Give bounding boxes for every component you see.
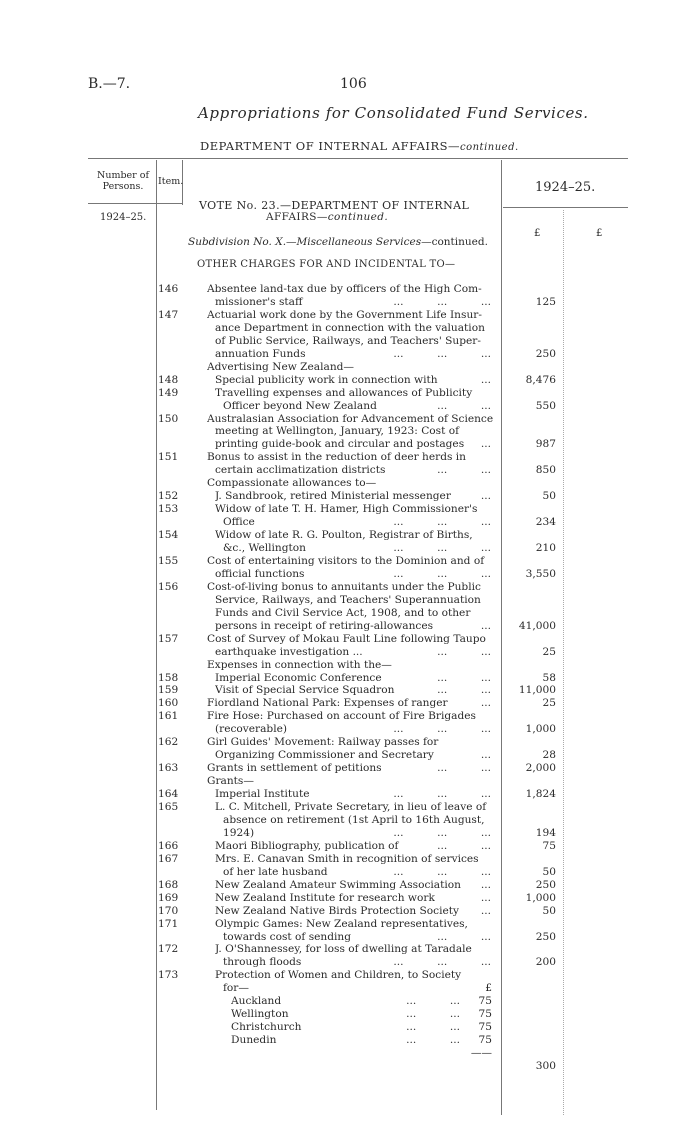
item-number: 150	[158, 412, 179, 425]
item-description: Australasian Association for Advancement of Science	[207, 412, 494, 425]
item-description: annuation Funds	[215, 347, 306, 360]
item-description: Cost of entertaining visitors to the Dominion and of	[207, 554, 485, 567]
table-row	[0, 659, 700, 672]
item-number: 160	[158, 697, 179, 710]
item-description: Grants—	[207, 775, 254, 788]
table-row	[0, 697, 700, 710]
table-row	[0, 762, 700, 775]
item-number: 152	[158, 490, 179, 503]
item-description: J. Sandbrook, retired Ministerial messenger	[215, 490, 451, 503]
item-description: Maori Bibliography, publication of	[215, 839, 399, 852]
table-row	[0, 425, 700, 438]
sub-amount: 75	[478, 995, 492, 1008]
item-description: J. O'Shannessey, for loss of dwelling at Taradale	[215, 943, 472, 956]
item-description: through floods	[223, 956, 302, 969]
subdivision-continued: continued.	[431, 236, 488, 248]
item-description: absence on retirement (1st April to 16th August,	[223, 813, 485, 826]
year-rule-right	[503, 207, 628, 208]
item-number: 149	[158, 386, 179, 399]
leader-dots: ... ... ...	[393, 723, 491, 736]
item-description: Compassionate allowances to—	[207, 477, 377, 490]
table-row	[0, 464, 700, 477]
item-description: Dunedin	[231, 1034, 277, 1047]
amount: 1,000	[525, 723, 556, 736]
table-row	[0, 438, 700, 451]
leader-dots: ...	[480, 619, 491, 632]
leader-dots: ...	[480, 749, 491, 762]
leader-dots: ...	[480, 904, 491, 917]
table-row	[0, 451, 700, 464]
item-number: 172	[158, 943, 179, 956]
item-description: Office	[223, 516, 255, 529]
table-row	[0, 801, 700, 814]
item-description: Olympic Games: New Zealand representatives,	[215, 917, 468, 930]
leader-dots: ...	[480, 697, 491, 710]
leader-dots: ... ...	[437, 671, 491, 684]
item-description: Girl Guides' Movement: Railway passes for	[207, 736, 439, 749]
amount: 125	[535, 295, 556, 308]
sub-amount: 75	[478, 1021, 492, 1034]
table-row	[0, 309, 700, 322]
leader-dots: ... ... ...	[393, 865, 491, 878]
item-description: ance Department in connection with the valuation	[215, 321, 485, 334]
item-number: 156	[158, 580, 179, 593]
table-row	[0, 1047, 700, 1060]
sub-amount: £	[485, 982, 492, 995]
table-row	[0, 542, 700, 555]
pound-symbol-1: £	[534, 228, 541, 239]
table-row	[0, 931, 700, 944]
table-row	[0, 905, 700, 918]
leader-dots: ... ...	[437, 839, 491, 852]
table-row	[0, 620, 700, 633]
amount: 11,000	[518, 684, 556, 697]
item-description: Mrs. E. Canavan Smith in recognition of services	[215, 852, 479, 865]
item-description: Cost of Survey of Mokau Fault Line following Taupo	[207, 632, 486, 645]
item-number: 153	[158, 503, 179, 516]
item-number: 151	[158, 451, 179, 464]
year-right: 1924–25.	[535, 180, 596, 195]
table-row	[0, 892, 700, 905]
item-description: Widow of late R. G. Poulton, Registrar of Births,	[215, 529, 473, 542]
item-number: 165	[158, 801, 179, 813]
leader-dots: ... ... ...	[393, 788, 491, 801]
table-row	[0, 684, 700, 697]
leader-dots: ...	[480, 373, 491, 386]
subdivision-title: Subdivision No. X.—Miscellaneous Services—	[188, 236, 432, 248]
item-number: 169	[158, 891, 179, 904]
vote-title-cont	[266, 211, 388, 223]
item-description: Officer beyond New Zealand	[223, 399, 377, 412]
item-description: Wellington	[231, 1008, 289, 1021]
page-title: Appropriations for Consolidated Fund Services.	[198, 104, 589, 122]
item-number: 147	[158, 308, 179, 321]
item-description: New Zealand Institute for research work	[215, 891, 435, 904]
table-row	[0, 374, 700, 387]
leader-dots: ... ... ...	[393, 567, 491, 580]
leader-dots: ... ...	[437, 930, 491, 943]
table-row	[0, 943, 700, 956]
leader-dots: ... ...	[437, 399, 491, 412]
item-number: 171	[158, 917, 179, 930]
item-number: 163	[158, 762, 179, 775]
item-description: Fiordland National Park: Expenses of ranger	[207, 697, 448, 710]
item-description: Absentee land-tax due by officers of the High Com-	[207, 283, 482, 295]
table-row	[0, 516, 700, 529]
item-description: Bonus to assist in the reduction of deer herds in	[207, 451, 467, 464]
item-description: Protection of Women and Children, to Society	[215, 969, 462, 982]
amount: 25	[542, 645, 556, 658]
page-number: 106	[340, 76, 367, 92]
subdivision-heading	[188, 236, 488, 248]
table-row	[0, 827, 700, 840]
item-number: 158	[158, 671, 179, 684]
table-row	[0, 969, 700, 982]
item-number: 148	[158, 373, 179, 386]
leader-dots: ... ...	[406, 1034, 460, 1047]
amount: 58	[542, 671, 556, 684]
vote-affairs: AFFAIRS—	[266, 211, 328, 223]
table-top-rule	[88, 158, 628, 159]
table-row	[0, 646, 700, 659]
item-description: Imperial Economic Conference	[215, 671, 382, 684]
table-row	[0, 1034, 700, 1047]
table-row	[0, 814, 700, 827]
amount: 250	[535, 930, 556, 943]
item-description: Fire Hose: Purchased on account of Fire Brigades	[207, 710, 476, 723]
item-description: Christchurch	[231, 1021, 302, 1034]
table-row	[0, 335, 700, 348]
table-row	[0, 1060, 700, 1073]
amount: 50	[542, 904, 556, 917]
table-row	[0, 840, 700, 853]
table-row	[0, 581, 700, 594]
item-number: 155	[158, 554, 179, 567]
table-row	[0, 594, 700, 607]
table-row	[0, 918, 700, 931]
department-continued: continued.	[460, 142, 519, 153]
item-description: persons in receipt of retiring-allowances	[215, 619, 434, 632]
amount: 8,476	[525, 373, 556, 386]
leader-dots: ... ...	[437, 762, 491, 775]
table-row	[0, 413, 700, 426]
amount: 850	[535, 464, 556, 477]
item-description: Travelling expenses and allowances of Publicity	[215, 386, 473, 399]
table-row	[0, 736, 700, 749]
amount: 50	[542, 865, 556, 878]
leader-dots: ... ...	[437, 645, 491, 658]
table-row	[0, 995, 700, 1008]
table-row	[0, 775, 700, 788]
item-description: Service, Railways, and Teachers' Superannuation	[215, 593, 481, 606]
item-description: certain acclimatization districts	[215, 464, 386, 477]
table-row	[0, 490, 700, 503]
year-left: 1924–25.	[100, 212, 147, 223]
table-row	[0, 503, 700, 516]
leader-dots: ... ...	[437, 464, 491, 477]
amount: 3,550	[525, 567, 556, 580]
item-description: of her late husband	[223, 865, 328, 878]
table-row	[0, 672, 700, 685]
item-number: 157	[158, 632, 179, 645]
year-rule-left	[88, 203, 183, 204]
item-number: 167	[158, 852, 179, 865]
item-number: 162	[158, 736, 179, 749]
amount: 2,000	[525, 762, 556, 775]
table-row	[0, 633, 700, 646]
item-description: of Public Service, Railways, and Teachers' Super-	[215, 334, 481, 347]
vote-title: VOTE No. 23.—DEPARTMENT OF INTERNAL	[199, 199, 470, 212]
item-number: 173	[158, 969, 179, 982]
leader-dots: ... ... ...	[393, 826, 491, 839]
pound-symbol-2: £	[596, 228, 603, 239]
table-row	[0, 529, 700, 542]
amount: 41,000	[518, 619, 556, 632]
leader-dots: ... ... ...	[393, 956, 491, 969]
amount: 50	[542, 490, 556, 503]
table-row	[0, 879, 700, 892]
item-description: &c., Wellington	[223, 542, 306, 554]
department-name: DEPARTMENT OF INTERNAL AFFAIRS—	[200, 139, 460, 153]
amount: 200	[535, 956, 556, 969]
table-row	[0, 555, 700, 568]
item-description: earthquake investigation ...	[215, 645, 363, 658]
table-row	[0, 866, 700, 879]
leader-dots: ... ... ...	[393, 542, 491, 554]
other-charges-heading: OTHER CHARGES FOR AND INCIDENTAL TO—	[197, 259, 456, 270]
leader-dots: ... ... ...	[393, 295, 491, 308]
item-number: 159	[158, 684, 179, 697]
item-description: Actuarial work done by the Government Life Insur-	[207, 308, 482, 321]
leader-dots: ... ...	[406, 1021, 460, 1034]
sub-amount: ——	[470, 1047, 492, 1060]
leader-dots: ...	[480, 878, 491, 891]
table-row	[0, 607, 700, 620]
item-number: 170	[158, 904, 179, 917]
table-row	[0, 710, 700, 723]
sub-amount: 75	[478, 1008, 492, 1021]
item-description: for—	[223, 982, 249, 995]
item-number: 154	[158, 529, 179, 542]
item-description: Visit of Special Service Squadron	[215, 684, 395, 697]
item-description: Auckland	[231, 995, 282, 1008]
amount: 28	[542, 749, 556, 762]
item-description: Expenses in connection with the—	[207, 658, 392, 671]
table-row	[0, 956, 700, 969]
table-row	[0, 296, 700, 309]
item-description: New Zealand Native Birds Protection Society	[215, 904, 459, 917]
item-number: 164	[158, 788, 179, 801]
report-reference: B.—7.	[88, 76, 131, 92]
amount: 550	[535, 399, 556, 412]
item-description: Special publicity work in connection with	[215, 373, 438, 386]
item-description: official functions	[215, 567, 305, 580]
table-row	[0, 788, 700, 801]
item-description: meeting at Wellington, January, 1923: Cost of	[215, 425, 460, 438]
table-row	[0, 853, 700, 866]
leader-dots: ... ... ...	[393, 347, 491, 360]
item-description: Widow of late T. H. Hamer, High Commissioner's	[215, 503, 478, 516]
amount: 250	[535, 878, 556, 891]
table-row	[0, 477, 700, 490]
table-row	[0, 568, 700, 581]
item-number: 168	[158, 878, 179, 891]
item-description: (recoverable)	[215, 723, 287, 736]
table-row	[0, 387, 700, 400]
item-description: Advertising New Zealand—	[207, 360, 355, 373]
table-row	[0, 361, 700, 374]
amount: 250	[535, 347, 556, 360]
table-row	[0, 348, 700, 361]
item-description: L. C. Mitchell, Private Secretary, in lieu of leave of	[215, 801, 487, 813]
department-heading	[200, 139, 519, 153]
table-row	[0, 1008, 700, 1021]
table-row	[0, 400, 700, 413]
leader-dots: ...	[480, 438, 491, 451]
item-description: missioner's staff	[215, 295, 303, 308]
leader-dots: ... ...	[406, 1008, 460, 1021]
leader-dots: ... ...	[406, 995, 460, 1008]
item-header: Item.	[158, 176, 184, 187]
amount: 210	[535, 542, 556, 554]
table-row	[0, 1021, 700, 1034]
item-description: printing guide-book and circular and postages	[215, 438, 465, 451]
amount: 234	[535, 516, 556, 529]
item-description: Imperial Institute	[215, 788, 310, 801]
table-row	[0, 723, 700, 736]
leader-dots: ...	[480, 891, 491, 904]
amount: 1,000	[525, 891, 556, 904]
leader-dots: ... ... ...	[393, 516, 491, 529]
amount: 300	[535, 1060, 556, 1072]
table-row	[0, 322, 700, 335]
item-number: 161	[158, 710, 179, 723]
item-description: 1924)	[223, 826, 255, 839]
item-description: Grants in settlement of petitions	[207, 762, 382, 775]
item-description: Cost-of-living bonus to annuitants under the Public	[207, 580, 481, 593]
amount: 987	[535, 438, 556, 451]
table-row	[0, 982, 700, 995]
amount: 25	[542, 697, 556, 710]
number-of-persons-header: Number of Persons.	[97, 170, 149, 192]
vote-continued: continued.	[327, 211, 389, 223]
item-number: 146	[158, 283, 179, 295]
item-description: Organizing Commissioner and Secretary	[215, 749, 434, 762]
table-row	[0, 749, 700, 762]
sub-amount: 75	[478, 1034, 492, 1047]
leader-dots: ...	[480, 490, 491, 503]
leader-dots: ... ...	[437, 684, 491, 697]
table-row	[0, 283, 700, 296]
item-number: 166	[158, 839, 179, 852]
item-description: New Zealand Amateur Swimming Association	[215, 878, 461, 891]
item-description: Funds and Civil Service Act, 1908, and to other	[215, 606, 471, 619]
amount: 1,824	[525, 788, 556, 801]
amount: 194	[535, 826, 556, 839]
item-description: towards cost of sending	[223, 930, 352, 943]
amount: 75	[542, 839, 556, 852]
